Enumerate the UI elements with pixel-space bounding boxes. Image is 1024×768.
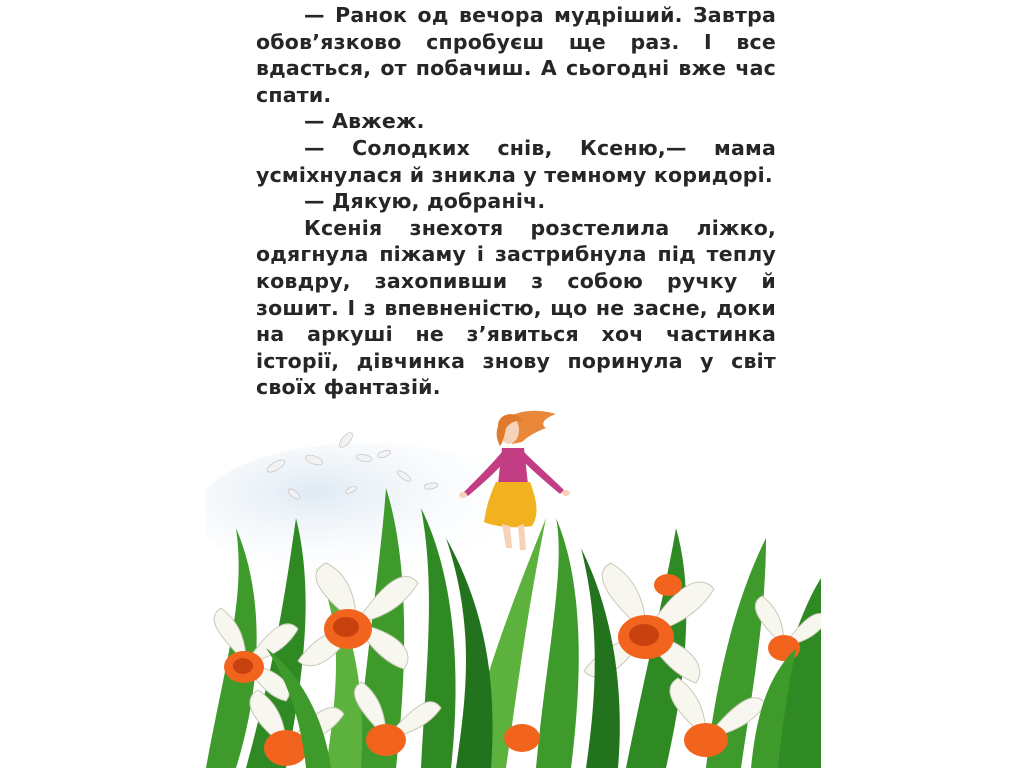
story-text [256, 2, 776, 401]
daffodil-field-illustration [206, 398, 821, 768]
paragraph: — Солодких снів, Ксеню,— мама усміхнулася й зникла у темному коридорі. [256, 135, 776, 187]
paragraph: — Ранок од вечора мудріший. Завтра обов’язково спробуєш ще раз. І все вдасться, от побачиш. А сьогодні вже час спати. [256, 3, 776, 107]
paragraph: — Авжеж. [304, 109, 425, 134]
paragraph: — Дякую, добраніч. [304, 189, 546, 214]
paragraph: Ксенія знехотя розстелила ліжко, одягнула піжаму і застрибнула під теплу ковдру, захопивши з собою ручку й зошит. І з впевненістю, що не засне, доки на аркуші не з’явиться хоч частинка історії, дівчинка знову поринула у світ своїх фантазій. [256, 215, 776, 400]
